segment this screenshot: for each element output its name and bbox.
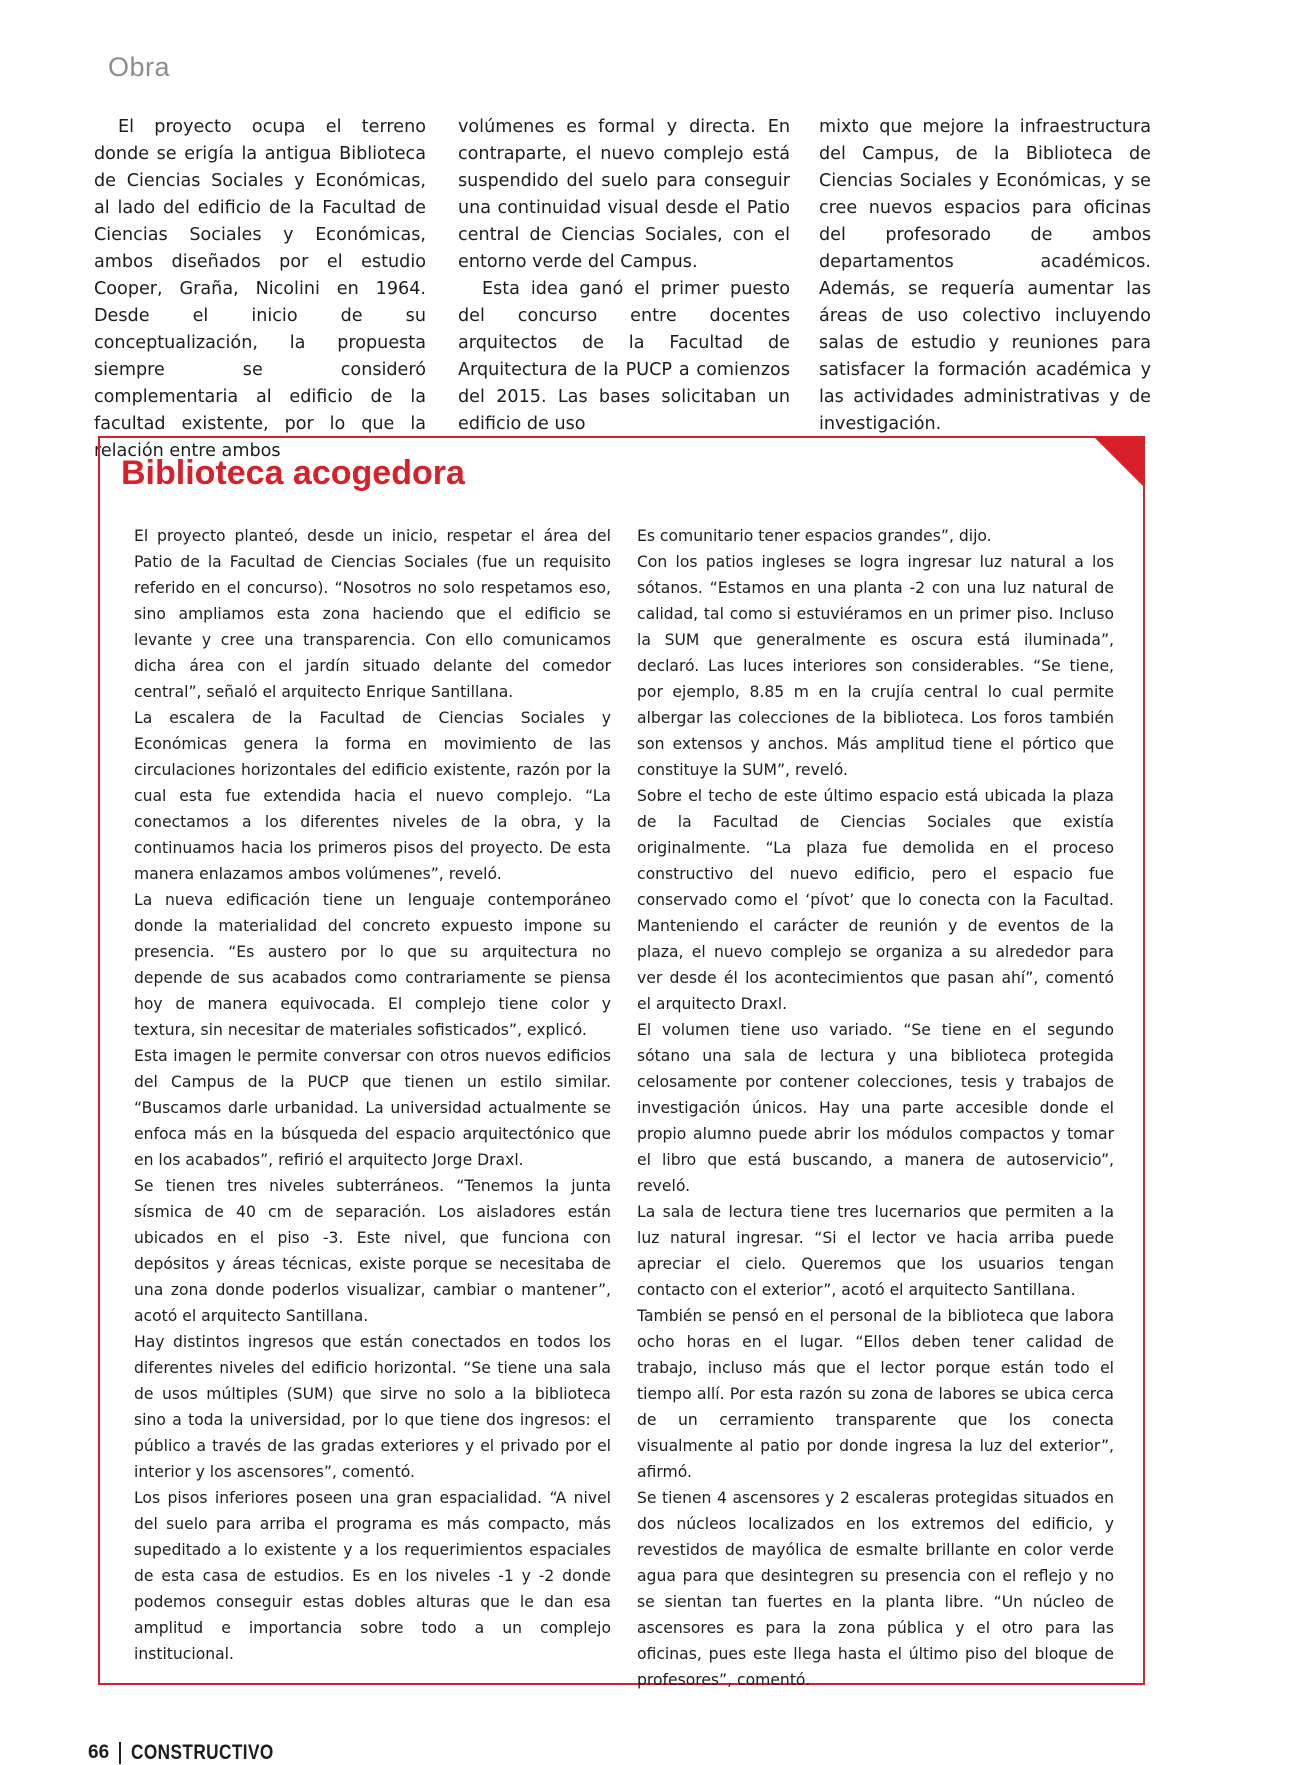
magazine-logo: CONSTRUCTIVO: [131, 1741, 274, 1764]
box-paragraph: También se pensó en el personal de la biblioteca que labora ocho horas en el lugar. “Ellos deben tener calidad de trabajo, incluso más que el lector porque están todo el tiempo allí. Por esta razón su zona de labores se ubica cerca de un cerramiento transparente que los conecta visualmente al patio por donde ingresa la luz del exterior”, afirmó.: [637, 1307, 1114, 1481]
box-paragraph: El volumen tiene uso variado. “Se tiene en el segundo sótano una sala de lectura y una biblioteca protegida celosamente por contener colecciones, tesis y trabajos de investigación únicos. Hay una parte accesible donde el propio alumno puede abrir los módulos compactos y tomar el libro que está buscando, a manera de autoservicio”, reveló.: [637, 1021, 1114, 1195]
corner-triangle: [1093, 436, 1145, 488]
box-paragraph: Hay distintos ingresos que están conectados en todos los diferentes niveles del edificio horizontal. “Se tiene una sala de usos múltiples (SUM) que sirve no solo a la biblioteca sino a toda la universidad, por lo que tiene dos ingresos: el público a través de las gradas exteriores y el privado por el interior y los ascensores”, comentó.: [134, 1333, 611, 1481]
intro-paragraph: volúmenes es formal y directa. En contraparte, el nuevo complejo está suspendido del suelo para conseguir una continuidad visual desde el Patio central de Ciencias Sociales, con el entorno verde del Campus.: [458, 117, 790, 272]
box-paragraph: La sala de lectura tiene tres lucernarios que permiten a la luz natural ingresar. “Si el lector ve hacia arriba puede apreciar el cielo. Queremos que los usuarios tengan contacto con el exterior”, acotó el arquitecto Santillana.: [637, 1203, 1114, 1299]
box-paragraph: La escalera de la Facultad de Ciencias Sociales y Económicas genera la forma en movimiento de las circulaciones horizontales del edificio existente, razón por la cual esta fue extendida hacia el nuevo complejo. “La conectamos a los diferentes niveles de la obra, y la continuamos hacia los primeros pisos del proyecto. De esta manera enlazamos ambos volúmenes”, reveló.: [134, 709, 611, 883]
intro-paragraph: mixto que mejore la infraestructura del Campus, de la Biblioteca de Ciencias Sociales y Económicas, y se cree nuevos espacios para oficinas del profesorado de ambos departamentos académicos. Además, se requería aumentar las áreas de uso colectivo incluyendo salas de estudio y reuniones para satisfacer la formación académica y las actividades administrativas y de investigación.: [819, 117, 1151, 434]
sidebar-box: [98, 436, 1145, 1689]
box-paragraph: Sobre el techo de este último espacio está ubicada la plaza de la Facultad de Ciencias Sociales que existía originalmente. “La plaza fue demolida en el proceso constructivo del nuevo edificio, pero el espacio fue conservado como el ‘pívot’ que lo conecta con la Facultad. Manteniendo el carácter de reunión y de eventos de la plaza, el nuevo complejo se organiza a su alrededor para ver desde él los acontecimientos que pasan ahí”, comentó el arquitecto Draxl.: [637, 787, 1114, 1013]
intro-column-1: [94, 114, 426, 465]
box-paragraph: El proyecto planteó, desde un inicio, respetar el área del Patio de la Facultad de Ciencias Sociales (fue un requisito referido en el concurso). “Nosotros no solo respetamos eso, sino ampliamos esta zona haciendo que el edificio se levante y cree una transparencia. Con ello comunicamos dicha área con el jardín situado delante del comedor central”, señaló el arquitecto Enrique Santillana.: [134, 527, 611, 701]
box-paragraph: Con los patios ingleses se logra ingresar luz natural a los sótanos. “Estamos en una planta -2 con una luz natural de calidad, tal como si estuviéramos en un primer piso. Incluso la SUM que generalmente es oscura está iluminada”, declaró. Las luces interiores son considerables. “Se tiene, por ejemplo, 8.85 m en la crujía central lo cual permite albergar las colecciones de la biblioteca. Los foros también son extensos y anchos. Más amplitud tiene el pórtico que constituye la SUM”, reveló.: [637, 553, 1114, 779]
box-paragraph: Se tienen tres niveles subterráneos. “Tenemos la junta sísmica de 40 cm de separación. Los aisladores están ubicados en el piso -3. Este nivel, que funciona con depósitos y áreas técnicas, existe porque se necesitaba de una zona donde poderlos visualizar, cambiar o mantener”, acotó el arquitecto Santillana.: [134, 1177, 611, 1325]
intro-column-2: [458, 114, 790, 438]
footer-separator: [119, 1742, 121, 1764]
intro-paragraph: El proyecto ocupa el terreno donde se erigía la antigua Biblioteca de Ciencias Sociales y Económicas, al lado del edificio de la Facultad de Ciencias Sociales y Económicas, ambos diseñados por el estudio Cooper, Graña, Nicolini en 1964. Desde el inicio de su conceptualización, la propuesta siempre se consideró complementaria al edificio de la facultad existente, por lo que la relación entre ambos: [94, 117, 426, 461]
box-paragraph: Los pisos inferiores poseen una gran espacialidad. “A nivel del suelo para arriba el programa es más compacto, más supeditado a lo existente y a los requerimientos espaciales de esta casa de estudios. Es en los niveles -1 y -2 donde podemos conseguir estas dobles alturas que le dan esa amplitud e importancia sobre todo a un complejo institucional.: [134, 1489, 611, 1663]
intro-paragraph: Esta idea ganó el primer puesto del concurso entre docentes arquitectos de la Facultad de Arquitectura de la PUCP a comienzos del 2015. Las bases solicitaban un edificio de uso: [458, 279, 790, 434]
page-number: 66: [88, 1742, 110, 1763]
box-column-2: [637, 523, 1114, 1693]
box-paragraph: Se tienen 4 ascensores y 2 escaleras protegidas situados en dos núcleos localizados en los extremos del edificio, y revestidos de mayólica de esmalte brillante en color verde agua para que desintegren su presencia con el reflejo y no se sientan tan fuertes en la planta libre. “Un núcleo de ascensores es para la zona pública y el otro para las oficinas, pues este llega hasta el último piso del bloque de profesores”, comentó.: [637, 1489, 1114, 1689]
box-column-1: [134, 523, 611, 1667]
intro-column-3: [819, 114, 1151, 438]
box-paragraph: La nueva edificación tiene un lenguaje contemporáneo donde la materialidad del concreto expuesto impone su presencia. “Es austero por lo que su arquitectura no depende de sus acabados como contrariamente se piensa hoy de manera equivocada. El complejo tiene color y textura, sin necesitar de materiales sofisticados”, explicó.: [134, 891, 611, 1039]
section-label: Obra: [108, 52, 171, 82]
box-title: Biblioteca acogedora: [121, 454, 465, 492]
box-paragraph: Es comunitario tener espacios grandes”, dijo.: [637, 527, 992, 545]
page-footer: [88, 1741, 305, 1765]
box-paragraph: Esta imagen le permite conversar con otros nuevos edificios del Campus de la PUCP que tienen un estilo similar. “Buscamos darle urbanidad. La universidad actualmente se enfoca más en la búsqueda del espacio arquitectónico que en los acabados”, refirió el arquitecto Jorge Draxl.: [134, 1047, 611, 1169]
